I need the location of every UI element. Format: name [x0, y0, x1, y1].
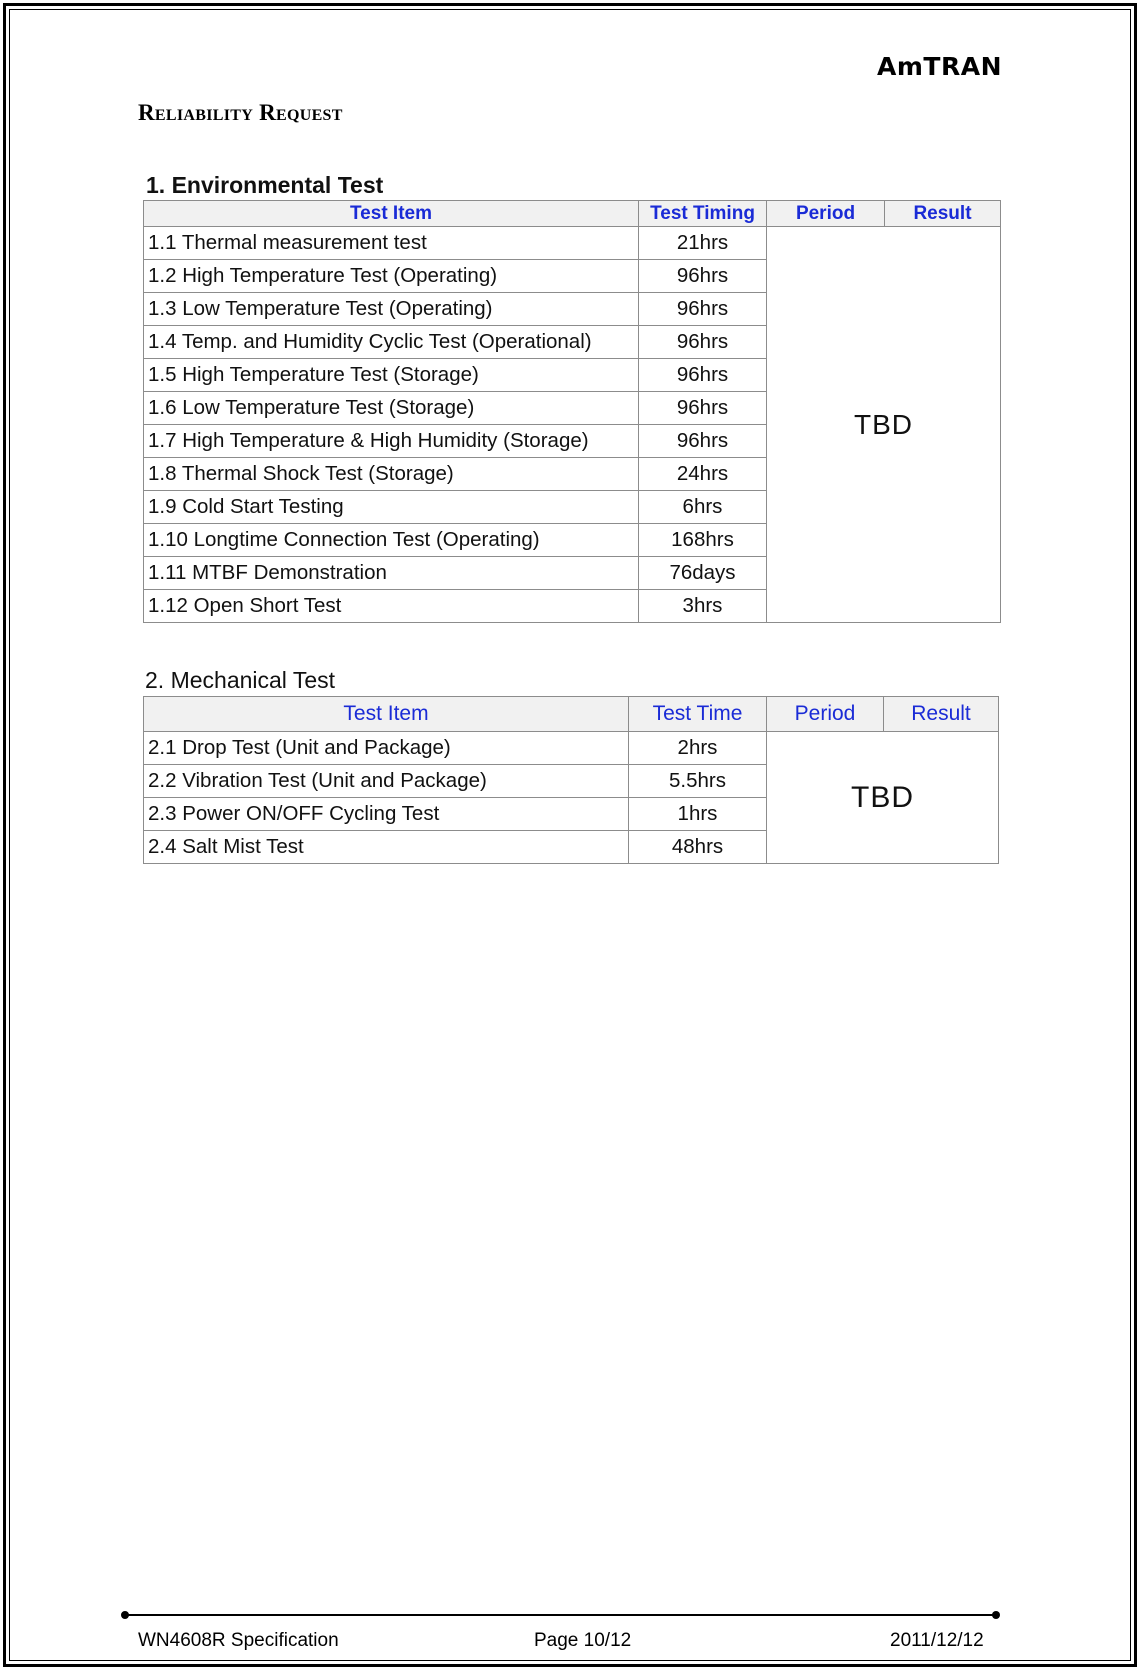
- column-header-test-time: Test Time: [629, 697, 767, 732]
- test-duration-cell: 76days: [639, 557, 767, 590]
- mechanical-test-title: 2. Mechanical Test: [145, 667, 336, 693]
- period-result-cell: TBD: [767, 227, 1001, 623]
- test-duration-cell: 3hrs: [639, 590, 767, 623]
- column-header-result: Result: [885, 201, 1001, 227]
- test-item-cell: 2.2 Vibration Test (Unit and Package): [144, 765, 629, 798]
- footer-rule: [124, 1614, 996, 1616]
- test-duration-cell: 96hrs: [639, 260, 767, 293]
- table-header-row: [144, 201, 1001, 227]
- test-duration-cell: 96hrs: [639, 326, 767, 359]
- test-duration-cell: 96hrs: [639, 293, 767, 326]
- test-item-cell: 1.11 MTBF Demonstration: [144, 557, 639, 590]
- test-duration-cell: 6hrs: [639, 491, 767, 524]
- table-header-row: [144, 697, 999, 732]
- table-row: [144, 732, 999, 765]
- test-item-cell: 2.1 Drop Test (Unit and Package): [144, 732, 629, 765]
- test-duration-cell: 96hrs: [639, 359, 767, 392]
- test-item-cell: 1.10 Longtime Connection Test (Operating): [144, 524, 639, 557]
- column-header-test-timing: Test Timing: [639, 201, 767, 227]
- test-item-cell: 1.1 Thermal measurement test: [144, 227, 639, 260]
- test-duration-cell: 5.5hrs: [629, 765, 767, 798]
- environmental-test-table: [143, 200, 1001, 623]
- test-duration-cell: 1hrs: [629, 798, 767, 831]
- footer-spec-name: WN4608R Specification: [138, 1630, 339, 1651]
- environmental-table-body: [144, 227, 1001, 623]
- column-header-period: Period: [767, 201, 885, 227]
- test-item-cell: 2.3 Power ON/OFF Cycling Test: [144, 798, 629, 831]
- test-item-cell: 1.7 High Temperature & High Humidity (Storage): [144, 425, 639, 458]
- test-duration-cell: 2hrs: [629, 732, 767, 765]
- test-item-cell: 1.2 High Temperature Test (Operating): [144, 260, 639, 293]
- test-item-cell: 2.4 Salt Mist Test: [144, 831, 629, 864]
- test-duration-cell: 21hrs: [639, 227, 767, 260]
- footer-page-number: Page 10/12: [534, 1630, 632, 1651]
- page-title: Reliability Request: [138, 100, 343, 125]
- footer-date: 2011/12/12: [890, 1630, 984, 1651]
- test-item-cell: 1.8 Thermal Shock Test (Storage): [144, 458, 639, 491]
- test-duration-cell: 96hrs: [639, 392, 767, 425]
- test-duration-cell: 48hrs: [629, 831, 767, 864]
- column-header-result: Result: [884, 697, 999, 732]
- period-result-cell: TBD: [767, 732, 999, 864]
- company-logo-text: AmTRAN: [877, 52, 1002, 81]
- column-header-test-item: Test Item: [144, 201, 639, 227]
- test-item-cell: 1.9 Cold Start Testing: [144, 491, 639, 524]
- test-item-cell: 1.6 Low Temperature Test (Storage): [144, 392, 639, 425]
- test-duration-cell: 24hrs: [639, 458, 767, 491]
- footer-rule-endpoint-right: [992, 1611, 1000, 1619]
- column-header-test-item: Test Item: [144, 697, 629, 732]
- test-duration-cell: 168hrs: [639, 524, 767, 557]
- test-item-cell: 1.12 Open Short Test: [144, 590, 639, 623]
- test-duration-cell: 96hrs: [639, 425, 767, 458]
- column-header-period: Period: [767, 697, 884, 732]
- test-item-cell: 1.3 Low Temperature Test (Operating): [144, 293, 639, 326]
- test-item-cell: 1.4 Temp. and Humidity Cyclic Test (Operational): [144, 326, 639, 359]
- mechanical-test-table: [143, 696, 999, 864]
- mechanical-table-body: [144, 732, 999, 864]
- environmental-test-title: 1. Environmental Test: [146, 172, 384, 198]
- test-item-cell: 1.5 High Temperature Test (Storage): [144, 359, 639, 392]
- table-row: [144, 227, 1001, 260]
